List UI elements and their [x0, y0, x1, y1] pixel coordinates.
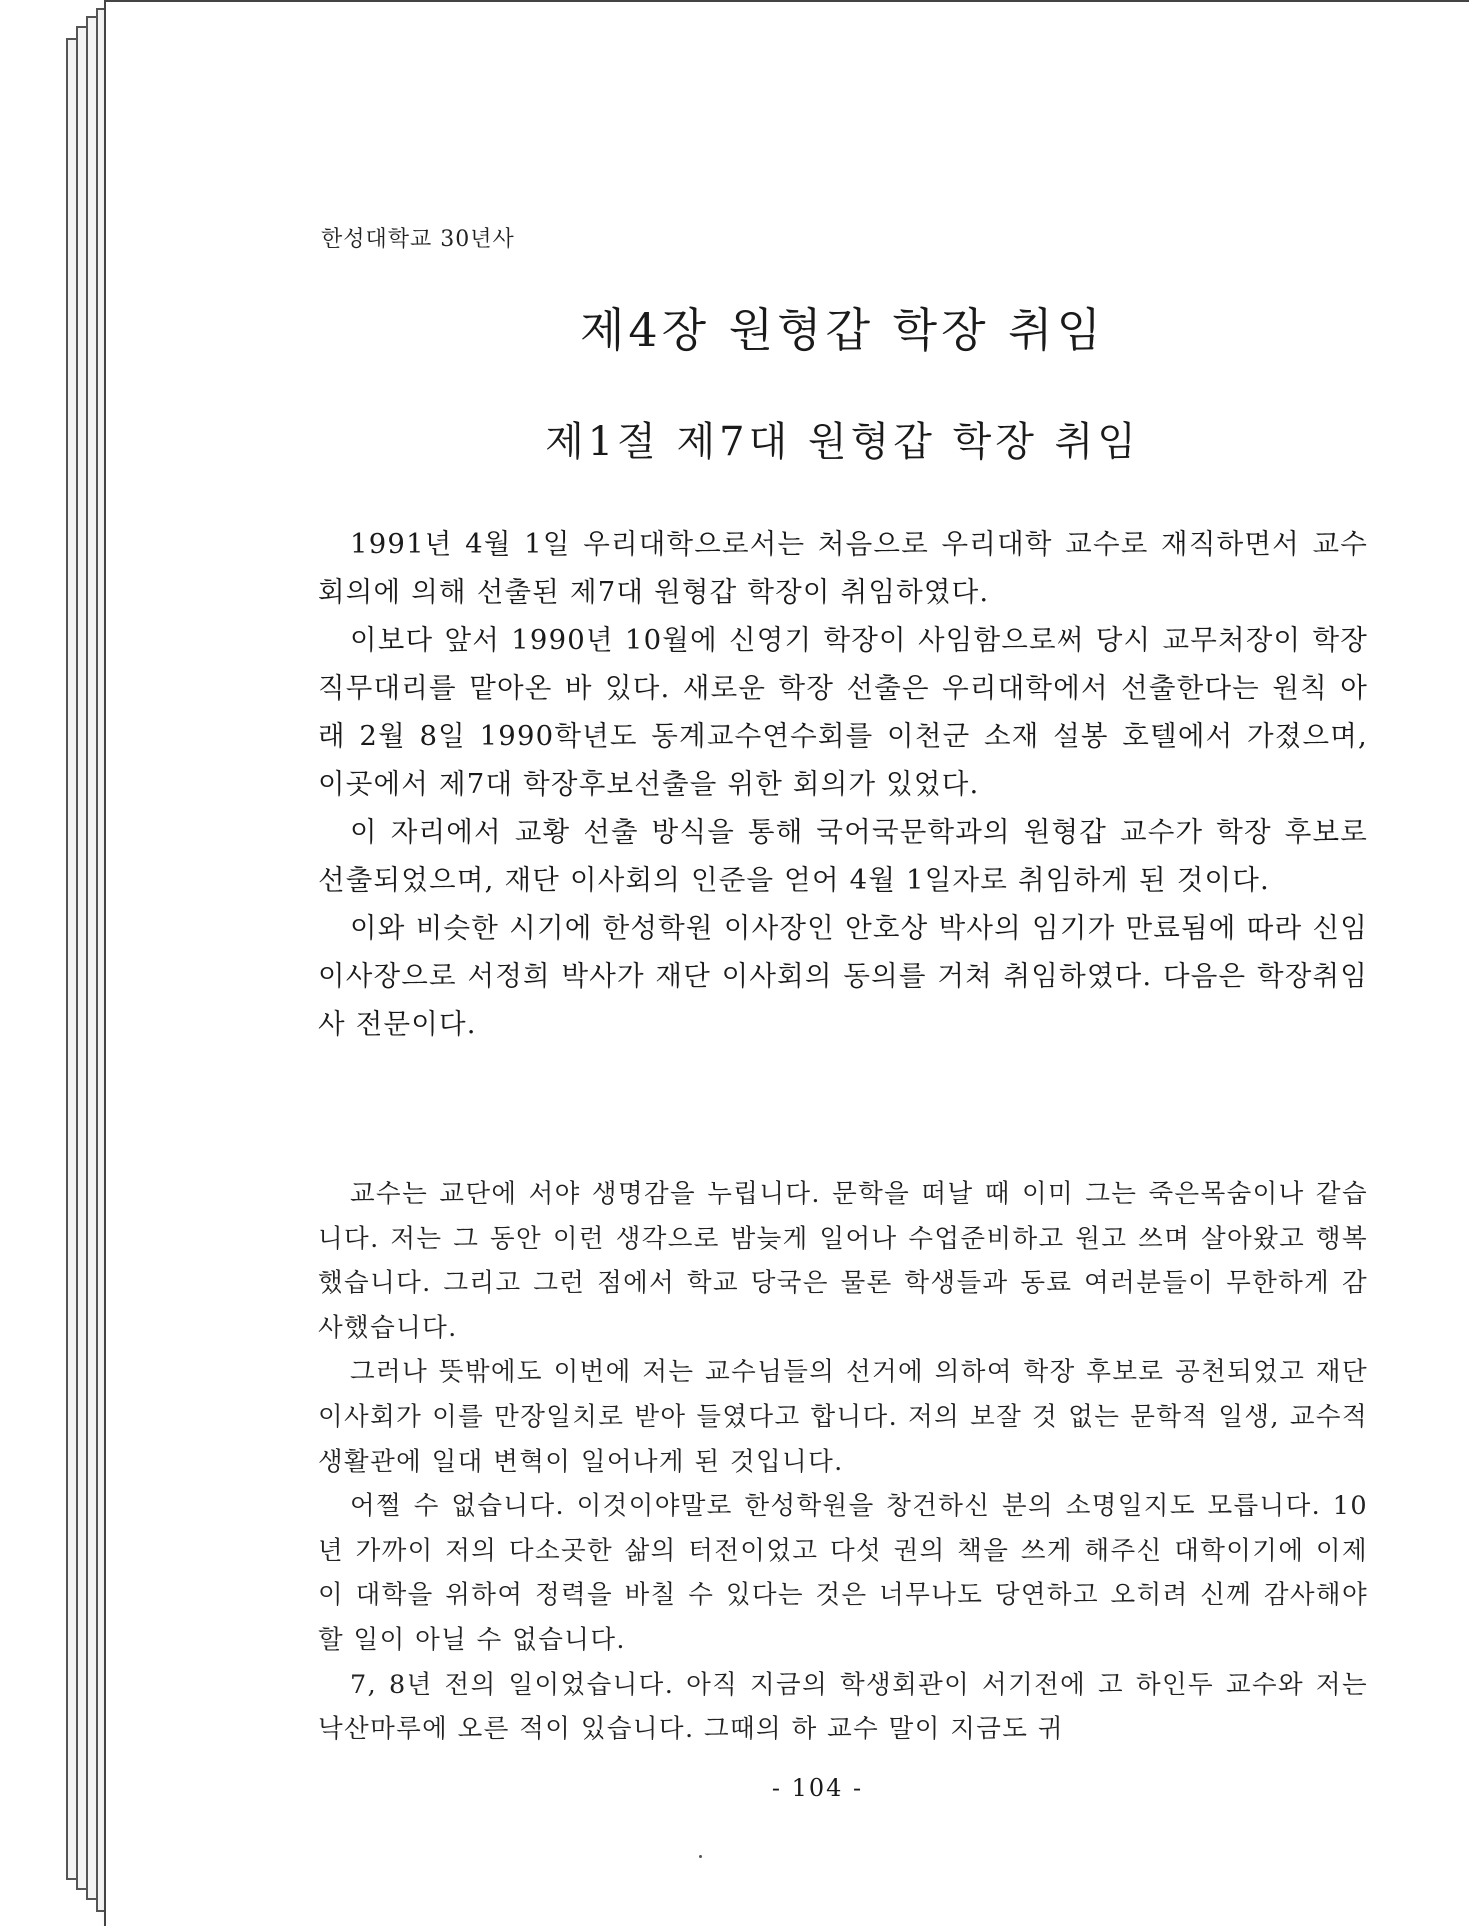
- speech-paragraph: 그러나 뜻밖에도 이번에 저는 교수님들의 선거에 의하여 학장 후보로 공천되었고 재단 이사회가 이를 만장일치로 받아 들였다고 합니다. 저의 보잘 것 없는 문학적 일생, 교수적 생활관에 일대 변혁이 일어나게 된 것입니다.: [318, 1357, 1368, 1477]
- body-paragraph: 이와 비슷한 시기에 한성학원 이사장인 안호상 박사의 임기가 만료됨에 따라 신임 이사장으로 서정희 박사가 재단 이사회의 동의를 거쳐 취임하였다. 다음은 학장취임사 전문이다.: [318, 912, 1368, 1040]
- body-text: [318, 520, 1368, 1048]
- running-head: 한성대학교 30년사: [321, 227, 515, 252]
- book-page: [104, 0, 1469, 1926]
- page-number: - 104 -: [771, 1774, 864, 1802]
- scan-speck: [699, 1855, 702, 1858]
- page-content: [106, 2, 1469, 1926]
- body-paragraph: 이보다 앞서 1990년 10월에 신영기 학장이 사임함으로써 당시 교무처장이 학장 직무대리를 맡아온 바 있다. 새로운 학장 선출은 우리대학에서 선출한다는 원칙 아래 2월 8일 1990학년도 동계교수연수회를 이천군 소재 설봉 호텔에서 가졌으며, 이곳에서 제7대 학장후보선출을 위한 회의가 있었다.: [318, 624, 1368, 800]
- body-paragraph: 이 자리에서 교황 선출 방식을 통해 국어국문학과의 원형갑 교수가 학장 후보로 선출되었으며, 재단 이사회의 인준을 얻어 4월 1일자로 취임하게 된 것이다.: [318, 816, 1368, 896]
- chapter-title: 제4장 원형갑 학장 취임: [579, 303, 1106, 357]
- speech-paragraph: 교수는 교단에 서야 생명감을 누립니다. 문학을 떠날 때 이미 그는 죽은목숨이나 같습니다. 저는 그 동안 이런 생각으로 밤늦게 일어나 수업준비하고 원고 쓰며 살아왔고 행복했습니다. 그리고 그런 점에서 학교 당국은 물론 학생들과 동료 여러분들이 무한하게 감사했습니다.: [318, 1179, 1368, 1343]
- body-paragraph: 1991년 4월 1일 우리대학으로서는 처음으로 우리대학 교수로 재직하면서 교수 회의에 의해 선출된 제7대 원형갑 학장이 취임하였다.: [318, 528, 1368, 608]
- section-title: 제1절 제7대 원형갑 학장 취임: [545, 419, 1140, 465]
- speech-paragraph: 7, 8년 전의 일이었습니다. 아직 지금의 학생회관이 서기전에 고 하인두 교수와 저는 낙산마루에 오른 적이 있습니다. 그때의 하 교수 말이 지금도 귀: [318, 1669, 1368, 1745]
- speech-paragraph: 어쩔 수 없습니다. 이것이야말로 한성학원을 창건하신 분의 소명일지도 모릅니다. 10년 가까이 저의 다소곳한 삶의 터전이었고 다섯 권의 책을 쓰게 해주신 대학이기에 이제 이 대학을 위하여 정력을 바칠 수 있다는 것은 너무나도 당연하고 오히려 신께 감사해야 할 일이 아닐 수 없습니다.: [318, 1491, 1368, 1655]
- inauguration-speech: [318, 1172, 1368, 1752]
